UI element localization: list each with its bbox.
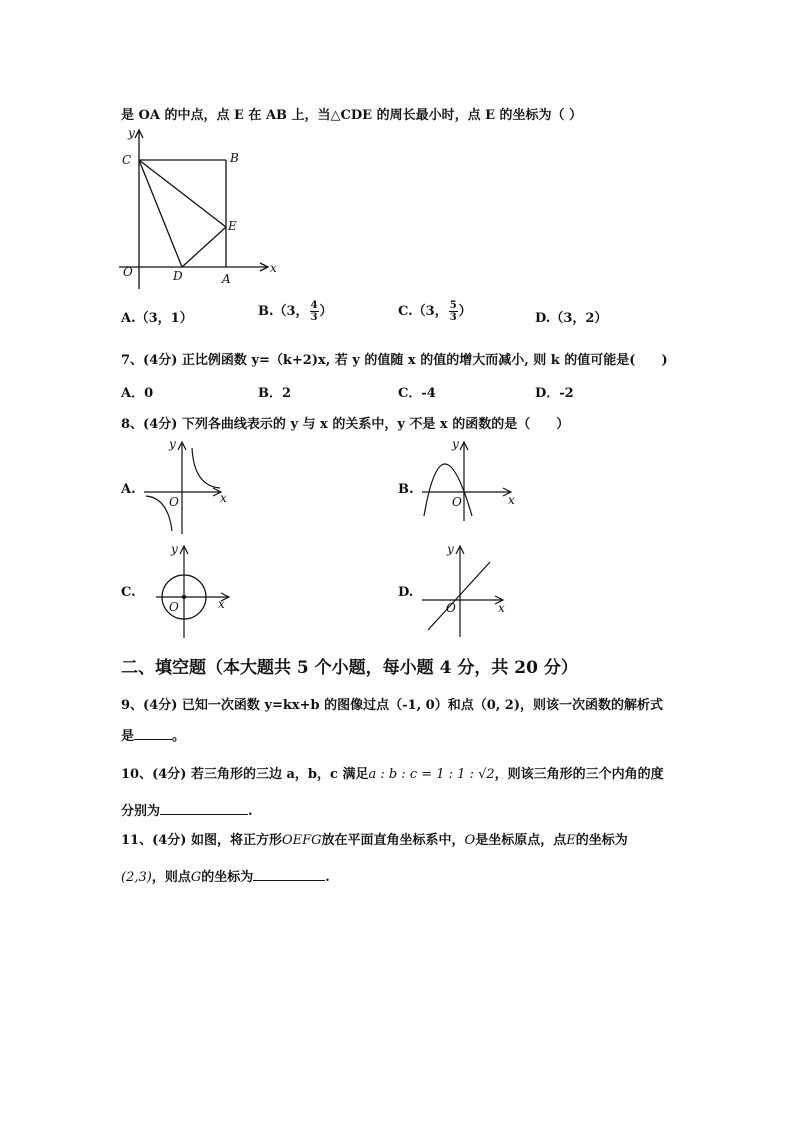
q10-answer-blank bbox=[160, 802, 248, 815]
q8-d-axis-y: y bbox=[447, 542, 454, 556]
q6-label-x: x bbox=[270, 261, 277, 275]
q8-option-a-label: A. bbox=[121, 482, 136, 497]
q9-line1: 9、(4分) 已知一次函数 y=kx+b 的图像过点（-1, 0）和点（0, 2)，则该一次函数的解析式 bbox=[121, 698, 663, 713]
q10-line1: 10、(4分) 若三角形的三边 a，b，c 满足a : b : c = 1 : 1 : √2，则该三角形的三个内角的度 bbox=[121, 767, 664, 782]
q8-b-origin: O bbox=[452, 495, 462, 509]
q8-graph-d bbox=[418, 540, 508, 640]
q6-label-A: A bbox=[222, 272, 231, 286]
q11-answer-blank bbox=[253, 868, 325, 881]
q8-graph-a bbox=[140, 436, 240, 536]
q6-option-d: D.（3，2） bbox=[535, 311, 608, 326]
q6-label-O: O bbox=[123, 265, 133, 279]
q6-label-E: E bbox=[228, 219, 237, 233]
q9-line2: 是 。 bbox=[121, 729, 186, 744]
q8-b-axis-y: y bbox=[452, 437, 459, 451]
q8-b-axis-x: x bbox=[508, 493, 515, 507]
q11-line2: (2,3)，则点G的坐标为 . bbox=[121, 870, 330, 885]
q8-option-c-label: C. bbox=[121, 585, 136, 600]
q10-ratio: a : b : c = 1 : 1 : √2 bbox=[368, 767, 495, 782]
q8-c-axis-y: y bbox=[171, 542, 178, 556]
q8-d-axis-x: x bbox=[498, 601, 505, 615]
q6-option-b: B.（3， $\frac{4}{3}$ ） bbox=[258, 300, 333, 323]
q9-answer-blank bbox=[134, 727, 172, 740]
q6-label-B: B bbox=[230, 151, 239, 165]
q7-stem: 7、(4分) 正比例函数 y=（k+2)x, 若 y 的值随 x 的值的增大而减小, 则 k 的值可能是( ) bbox=[121, 353, 668, 368]
q8-option-d-label: D. bbox=[398, 585, 414, 600]
q8-graph-b bbox=[418, 436, 518, 526]
q10-line2: 分别为 . bbox=[121, 804, 253, 819]
q8-a-axis-y: y bbox=[169, 437, 176, 451]
q11-line1: 11、(4分) 如图，将正方形OEFG放在平面直角坐标系中，O是坐标原点，点E的坐标为 bbox=[121, 833, 628, 848]
q8-stem: 8、(4分) 下列各曲线表示的 y 与 x 的关系中，y 不是 x 的函数的是（ ） bbox=[121, 417, 570, 432]
section-heading: 二、填空题（本大题共 5 个小题，每小题 4 分，共 20 分） bbox=[121, 658, 578, 678]
q6-label-D: D bbox=[173, 269, 183, 283]
q6-option-c: C.（3， $\frac{5}{3}$ ） bbox=[398, 300, 472, 323]
q6-option-b-fraction: $\frac{4}{3}$ bbox=[310, 300, 318, 323]
q7-option-c: C．-4 bbox=[398, 386, 436, 401]
q6-stem: 是 OA 的中点，点 E 在 AB 上，当△CDE 的周长最小时，点 E 的坐标为（ ） bbox=[121, 108, 583, 123]
q8-graph-c bbox=[152, 540, 242, 640]
q8-a-origin: O bbox=[169, 495, 179, 509]
q6-option-c-fraction: $\frac{5}{3}$ bbox=[449, 300, 457, 323]
q8-c-origin: O bbox=[169, 600, 179, 614]
q6-label-y: y bbox=[128, 126, 135, 140]
q7-option-d: D．-2 bbox=[535, 386, 574, 401]
q7-option-b: B．2 bbox=[258, 386, 292, 401]
q6-figure bbox=[115, 124, 280, 294]
q8-option-b-label: B. bbox=[398, 482, 414, 497]
q6-option-a: A.（3，1） bbox=[121, 311, 193, 326]
q8-a-axis-x: x bbox=[220, 491, 227, 505]
q7-option-a: A．0 bbox=[121, 386, 154, 401]
q8-c-axis-x: x bbox=[218, 597, 225, 611]
q8-d-origin: O bbox=[446, 601, 456, 615]
q6-label-C: C bbox=[122, 153, 132, 167]
